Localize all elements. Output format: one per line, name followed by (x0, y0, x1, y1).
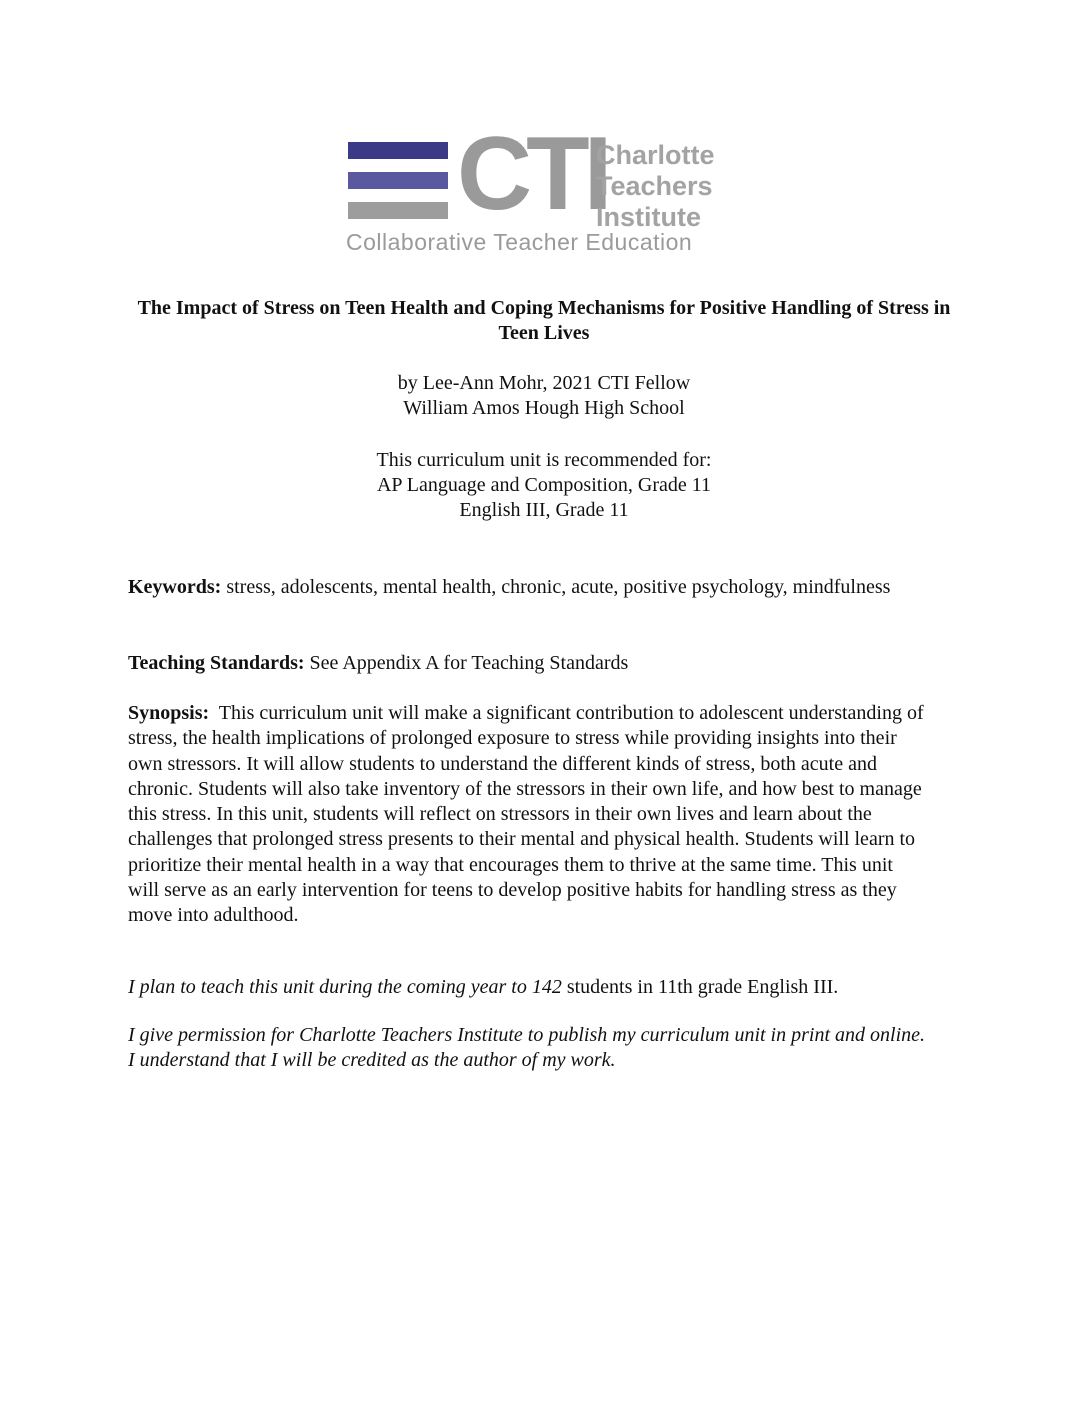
recommendation-block (120, 448, 968, 523)
logo-bar-top (348, 142, 448, 159)
author-school: William Amos Hough High School (403, 397, 685, 419)
permission-paragraph: I give permission for Charlotte Teachers Institute to publish my curriculum unit in print and online. I understand that I will be credited as the author of my work. (128, 1024, 926, 1072)
plan-italic-text: I plan to teach this unit during the coming year to 142 (128, 976, 562, 998)
logo-name-line: Institute (596, 202, 701, 232)
logo-bar-bottom (348, 202, 448, 219)
standards-label: Teaching Standards: (128, 652, 305, 674)
recommendation-intro: This curriculum unit is recommended for: (376, 449, 712, 471)
synopsis-label: Synopsis: (128, 702, 210, 724)
keywords-paragraph (128, 575, 928, 600)
logo-bar-middle (348, 172, 448, 189)
logo-name (596, 140, 715, 233)
plan-paragraph (128, 975, 928, 1000)
plan-regular-text: students in 11th grade English III. (561, 976, 839, 998)
logo-mark: CTI (457, 116, 607, 232)
recommended-course: English III, Grade 11 (459, 499, 629, 521)
logo-tagline: Collaborative Teacher Education (346, 229, 693, 255)
author-byline: by Lee-Ann Mohr, 2021 CTI Fellow (397, 372, 691, 394)
synopsis-paragraph (128, 701, 928, 929)
standards-paragraph (128, 651, 928, 676)
logo-name-line: Charlotte (596, 140, 715, 170)
author-block (120, 371, 968, 421)
document-title: The Impact of Stress on Teen Health and Coping Mechanisms for Positive Handling of Stress in Teen Lives (137, 297, 951, 344)
cti-logo (343, 116, 743, 260)
keywords-text: stress, adolescents, mental health, chronic, acute, positive psychology, mindfulness (221, 576, 891, 598)
synopsis-text: This curriculum unit will make a significant contribution to adolescent understanding of stress, the health implications of prolonged exposure to stress while providing insights into their own stressors. It will allow students to understand the different kinds of stress, both acute and chronic. Students will also take inventory of the stressors in their own life, and how best to manage this stress. In this unit, students will reflect on stressors in their own lives and learn about the challenges that prolonged stress presents to their mental and physical health. Students will learn to prioritize their mental health in a way that encourages them to thrive at the same time. This unit will serve as an early intervention for teens to develop positive habits for handling stress as they move into adulthood. (128, 702, 929, 927)
logo-name-line: Teachers (596, 171, 713, 201)
standards-text: See Appendix A for Teaching Standards (304, 652, 629, 674)
recommended-course: AP Language and Composition, Grade 11 (376, 474, 711, 496)
keywords-label: Keywords: (128, 576, 222, 598)
